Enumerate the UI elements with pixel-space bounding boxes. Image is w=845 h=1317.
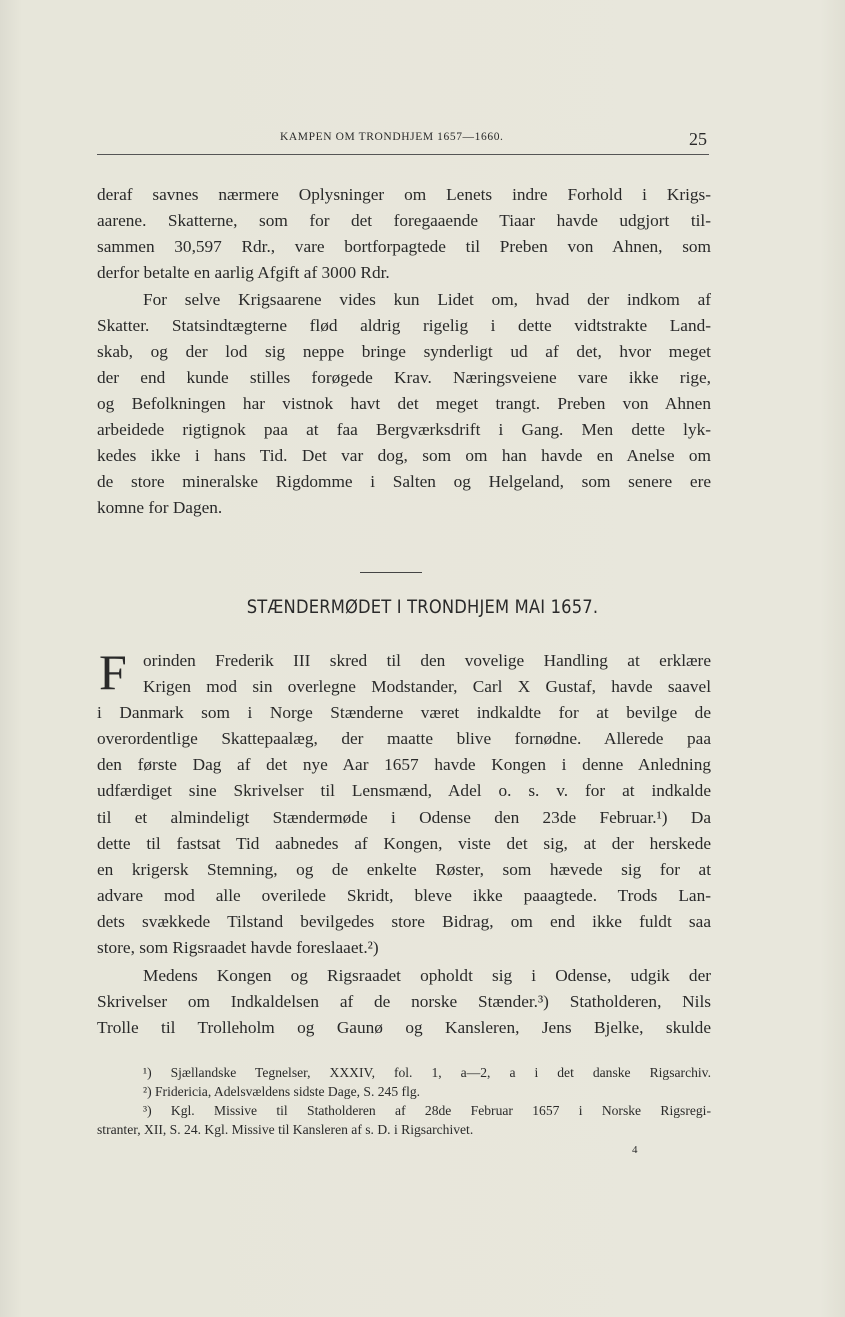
body-line: der end kunde stilles forøgede Krav. Næringsveiene vare ikke rige, bbox=[97, 368, 711, 387]
body-line: de store mineralske Rigdomme i Salten og Helgeland, som senere ere bbox=[97, 472, 711, 491]
body-line: aarene. Skatterne, som for det foregaaende Tiaar havde udgjort til- bbox=[97, 211, 711, 230]
section-title: STÆNDERMØDET I TRONDHJEM MAI 1657. bbox=[246, 596, 599, 618]
running-title: KAMPEN OM TRONDHJEM 1657—1660. bbox=[280, 131, 504, 143]
body-line: dette til fastsat Tid aabnedes af Kongen, viste det sig, at der herskede bbox=[97, 834, 711, 853]
body-line: kedes ikke i hans Tid. Det var dog, som om han havde en Anelse om bbox=[97, 446, 711, 465]
body-line: orinden Frederik III skred til den vovelige Handling at erklære bbox=[143, 651, 711, 670]
footnote: ³) Kgl. Missive til Statholderen af 28de Februar 1657 i Norske Rigsregi- bbox=[143, 1103, 711, 1118]
body-line: Trolle til Trolleholm og Gaunø og Kansleren, Jens Bjelke, skulde bbox=[97, 1018, 711, 1037]
body-line: dets svækkede Tilstand bevilgedes store Bidrag, om end ikke fuldt saa bbox=[97, 912, 711, 931]
body-line: advare mod alle overilede Skridt, bleve ikke paaagtede. Trods Lan- bbox=[97, 886, 711, 905]
body-line: til et almindeligt Stændermøde i Odense den 23de Februar.¹) Da bbox=[97, 808, 711, 827]
body-line: en krigersk Stemning, og de enkelte Røster, som hævede sig for at bbox=[97, 860, 711, 879]
body-line: komne for Dagen. bbox=[97, 498, 223, 517]
section-divider bbox=[360, 572, 422, 573]
body-line: Skatter. Statsindtægterne flød aldrig rigelig i dette vidtstrakte Land- bbox=[97, 316, 711, 335]
body-line: og Befolkningen har vistnok havt det meget trangt. Preben von Ahnen bbox=[97, 394, 711, 413]
signature-mark: 4 bbox=[632, 1144, 638, 1156]
body-line: den første Dag af det nye Aar 1657 havde Kongen i denne Anledning bbox=[97, 755, 711, 774]
body-line: udfærdiget sine Skrivelser til Lensmænd, Adel o. s. v. for at indkalde bbox=[97, 781, 711, 800]
drop-cap: F bbox=[99, 644, 127, 700]
body-line: Medens Kongen og Rigsraadet opholdt sig i Odense, udgik der bbox=[143, 966, 711, 985]
body-line: deraf savnes nærmere Oplysninger om Lenets indre Forhold i Krigs- bbox=[97, 185, 711, 204]
footnote: ¹) Sjællandske Tegnelser, XXXIV, fol. 1, a—2, a i det danske Rigsarchiv. bbox=[143, 1065, 711, 1080]
page-number: 25 bbox=[689, 129, 707, 149]
footnote: ²) Fridericia, Adelsvældens sidste Dage, S. 245 flg. bbox=[143, 1084, 421, 1099]
body-line: skab, og der lod sig neppe bringe synderligt ud af det, hvor meget bbox=[97, 342, 711, 361]
body-line: For selve Krigsaarene vides kun Lidet om, hvad der indkom af bbox=[143, 290, 711, 309]
body-line: arbeidede rigtignok paa at faa Bergværksdrift i Gang. Men dette lyk- bbox=[97, 420, 711, 439]
body-line: derfor betalte en aarlig Afgift af 3000 Rdr. bbox=[97, 263, 390, 282]
footnote: stranter, XII, S. 24. Kgl. Missive til Kansleren af s. D. i Rigsarchivet. bbox=[97, 1122, 474, 1137]
body-line: store, som Rigsraadet havde foreslaaet.²) bbox=[97, 938, 379, 957]
body-line: Skrivelser om Indkaldelsen af de norske Stænder.³) Statholderen, Nils bbox=[97, 992, 711, 1011]
body-line: overordentlige Skattepaalæg, der maatte blive fornødne. Allerede paa bbox=[97, 729, 711, 748]
body-line: i Danmark som i Norge Stænderne været indkaldte for at bevilge de bbox=[97, 703, 711, 722]
running-header bbox=[97, 128, 709, 155]
body-line: sammen 30,597 Rdr., vare bortforpagtede til Preben von Ahnen, som bbox=[97, 237, 711, 256]
body-line: Krigen mod sin overlegne Modstander, Carl X Gustaf, havde saavel bbox=[143, 677, 711, 696]
